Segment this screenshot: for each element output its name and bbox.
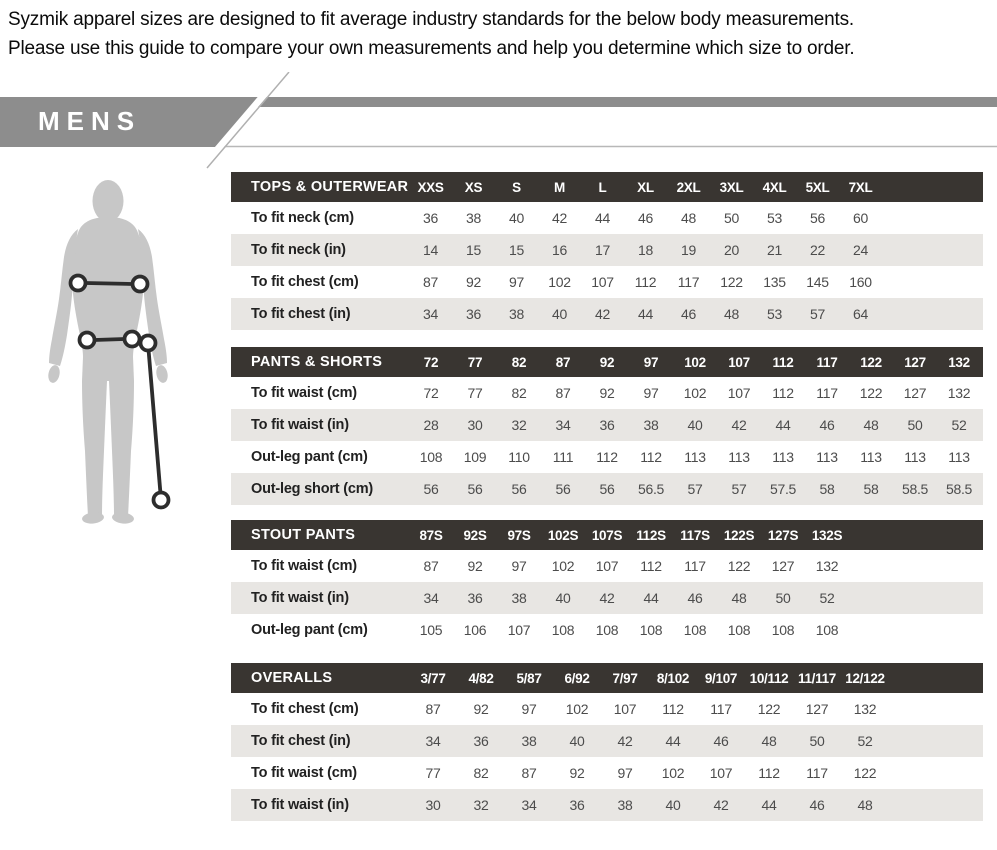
- row-filler: [882, 266, 983, 298]
- table-header-row: [231, 172, 983, 202]
- cell-value: 56: [467, 481, 483, 497]
- cell-value: 102: [661, 765, 685, 781]
- row-label: To fit chest (in): [251, 733, 351, 749]
- table-row: [231, 550, 983, 582]
- cell-value: 42: [595, 306, 610, 322]
- cell-value: 108: [419, 449, 443, 465]
- cell-value: 57.5: [769, 481, 797, 497]
- cell-value: 97: [617, 765, 633, 781]
- cell-value: 107: [507, 622, 531, 638]
- cell-value: 56: [511, 481, 527, 497]
- cell-value: 113: [816, 449, 838, 465]
- cell-value: 108: [639, 622, 663, 638]
- row-label: Out-leg short (cm): [251, 481, 374, 497]
- cell-value: 127: [771, 558, 795, 574]
- row-filler: [889, 789, 983, 821]
- row-label: To fit waist (cm): [251, 765, 357, 781]
- cell-value: 112: [758, 765, 780, 781]
- body-silhouette: [47, 180, 170, 525]
- cell-value: 122: [859, 385, 883, 401]
- cell-value: 48: [761, 733, 777, 749]
- cell-value: 44: [665, 733, 681, 749]
- size-column-header: M: [554, 179, 565, 195]
- size-column-header: 132S: [811, 527, 843, 543]
- size-column-header: 2XL: [676, 179, 701, 195]
- cell-value: 19: [681, 242, 696, 258]
- size-column-header: 132: [948, 354, 970, 370]
- size-column-header: 4XL: [762, 179, 787, 195]
- intro-line-2: Please use this guide to compare your own measurements and help you determine which size to order.: [8, 38, 855, 59]
- cell-value: 102: [565, 701, 589, 717]
- cell-value: 50: [809, 733, 825, 749]
- cell-value: 24: [853, 242, 868, 258]
- row-label: To fit waist (cm): [251, 558, 357, 574]
- table-row: [231, 409, 983, 441]
- cell-value: 113: [772, 449, 794, 465]
- cell-value: 112: [596, 449, 618, 465]
- size-table-stout-pants: [231, 520, 983, 646]
- size-column-header: 9/107: [704, 670, 738, 686]
- cell-value: 92: [466, 274, 481, 290]
- row-label: Out-leg pant (cm): [251, 622, 368, 638]
- size-column-header: 6/92: [564, 670, 590, 686]
- table-row: [231, 441, 983, 473]
- cell-value: 18: [638, 242, 653, 258]
- table-row: [231, 202, 983, 234]
- size-column-header: 97: [643, 354, 659, 370]
- cell-value: 48: [857, 797, 873, 813]
- header-filler: [849, 520, 983, 550]
- cell-value: 60: [853, 210, 868, 226]
- cell-value: 132: [815, 558, 839, 574]
- cell-value: 56.5: [637, 481, 665, 497]
- cell-value: 56: [599, 481, 615, 497]
- cell-value: 117: [816, 385, 838, 401]
- cell-value: 46: [681, 306, 696, 322]
- header-filler: [882, 172, 983, 202]
- cell-value: 127: [903, 385, 927, 401]
- cell-value: 102: [548, 274, 571, 290]
- cell-value: 107: [613, 701, 637, 717]
- cell-value: 113: [860, 449, 882, 465]
- cell-value: 108: [727, 622, 751, 638]
- cell-value: 107: [595, 558, 619, 574]
- size-column-header: 127S: [767, 527, 799, 543]
- cell-value: 117: [684, 558, 706, 574]
- table-row: [231, 266, 983, 298]
- body-measurement-figure: [45, 175, 185, 525]
- cell-value: 34: [425, 733, 441, 749]
- cell-value: 117: [677, 274, 700, 290]
- cell-value: 122: [720, 274, 743, 290]
- cell-value: 36: [569, 797, 585, 813]
- size-column-header: L: [598, 179, 607, 195]
- cell-value: 38: [466, 210, 481, 226]
- cell-value: 113: [684, 449, 706, 465]
- size-tables: [231, 172, 983, 821]
- cell-value: 57: [731, 481, 747, 497]
- cell-value: 42: [617, 733, 633, 749]
- size-column-header: 122S: [723, 527, 755, 543]
- size-table-pants-shorts: [231, 347, 983, 505]
- cell-value: 44: [643, 590, 659, 606]
- row-filler: [889, 725, 983, 757]
- size-column-header: 102S: [547, 527, 579, 543]
- cell-value: 21: [767, 242, 782, 258]
- cell-value: 97: [511, 558, 527, 574]
- row-label: To fit waist (in): [251, 797, 349, 813]
- cell-value: 102: [683, 385, 707, 401]
- size-column-header: 107: [728, 354, 750, 370]
- table-title: TOPS & OUTERWEAR: [251, 179, 409, 195]
- size-column-header: 10/112: [749, 670, 789, 686]
- cell-value: 15: [509, 242, 524, 258]
- size-column-header: 8/102: [656, 670, 690, 686]
- row-filler: [882, 298, 983, 330]
- banner-graphic: [0, 72, 997, 172]
- table-header-row: [231, 663, 983, 693]
- row-filler: [882, 234, 983, 266]
- cell-value: 107: [727, 385, 751, 401]
- cell-value: 117: [710, 701, 732, 717]
- cell-value: 56: [810, 210, 825, 226]
- cell-value: 38: [617, 797, 633, 813]
- table-row: [231, 614, 983, 646]
- cell-value: 44: [595, 210, 610, 226]
- cell-value: 16: [552, 242, 567, 258]
- size-column-header: 72: [423, 354, 439, 370]
- cell-value: 53: [767, 306, 782, 322]
- size-column-header: 5/87: [516, 670, 542, 686]
- size-column-header: 107S: [591, 527, 623, 543]
- cell-value: 44: [761, 797, 777, 813]
- cell-value: 34: [555, 417, 571, 433]
- cell-value: 87: [423, 274, 438, 290]
- cell-value: 32: [473, 797, 489, 813]
- table-row: [231, 757, 983, 789]
- cell-value: 48: [863, 417, 879, 433]
- row-label: To fit neck (in): [251, 242, 346, 258]
- cell-value: 48: [731, 590, 747, 606]
- cell-value: 42: [713, 797, 729, 813]
- cell-value: 32: [511, 417, 527, 433]
- table-row: [231, 377, 983, 409]
- cell-value: 50: [775, 590, 791, 606]
- size-column-header: XXS: [417, 179, 444, 195]
- cell-value: 42: [731, 417, 747, 433]
- table-row: [231, 473, 983, 505]
- cell-value: 36: [599, 417, 615, 433]
- cell-value: 113: [948, 449, 970, 465]
- cell-value: 46: [687, 590, 703, 606]
- size-column-header: 12/122: [845, 670, 885, 686]
- cell-value: 46: [819, 417, 835, 433]
- cell-value: 108: [815, 622, 839, 638]
- cell-value: 112: [640, 558, 662, 574]
- row-label: Out-leg pant (cm): [251, 449, 368, 465]
- cell-value: 34: [423, 306, 438, 322]
- cell-value: 34: [423, 590, 439, 606]
- cell-value: 57: [687, 481, 703, 497]
- cell-value: 22: [810, 242, 825, 258]
- size-column-header: 87: [555, 354, 571, 370]
- cell-value: 38: [521, 733, 537, 749]
- cell-value: 112: [772, 385, 794, 401]
- cell-value: 113: [904, 449, 926, 465]
- cell-value: 34: [521, 797, 537, 813]
- size-column-header: 112S: [636, 527, 666, 543]
- cell-value: 97: [509, 274, 524, 290]
- cell-value: 36: [467, 590, 483, 606]
- row-label: To fit chest (cm): [251, 274, 359, 290]
- size-column-header: 122: [860, 354, 882, 370]
- row-filler: [889, 757, 983, 789]
- cell-value: 108: [551, 622, 575, 638]
- cell-value: 36: [423, 210, 438, 226]
- size-table-overalls: [231, 663, 983, 821]
- row-filler: [981, 409, 983, 441]
- cell-value: 40: [687, 417, 703, 433]
- cell-value: 46: [638, 210, 653, 226]
- size-column-header: 117S: [680, 527, 710, 543]
- cell-value: 53: [767, 210, 782, 226]
- cell-value: 52: [951, 417, 967, 433]
- size-column-header: 92S: [463, 527, 487, 543]
- table-row: [231, 234, 983, 266]
- cell-value: 92: [473, 701, 489, 717]
- cell-value: 122: [757, 701, 781, 717]
- cell-value: 132: [947, 385, 971, 401]
- size-column-header: S: [512, 179, 521, 195]
- cell-value: 87: [555, 385, 571, 401]
- body-silhouette-graphic: [45, 175, 185, 525]
- row-filler: [981, 441, 983, 473]
- intro-text: [8, 5, 854, 63]
- row-label: To fit chest (in): [251, 306, 351, 322]
- cell-value: 132: [853, 701, 877, 717]
- cell-value: 113: [728, 449, 750, 465]
- cell-value: 77: [467, 385, 483, 401]
- cell-value: 107: [591, 274, 614, 290]
- cell-value: 52: [857, 733, 873, 749]
- cell-value: 107: [709, 765, 733, 781]
- cell-value: 40: [552, 306, 567, 322]
- cell-value: 58.5: [945, 481, 973, 497]
- cell-value: 40: [509, 210, 524, 226]
- row-filler: [981, 377, 983, 409]
- table-title: PANTS & SHORTS: [251, 354, 383, 370]
- cell-value: 42: [552, 210, 567, 226]
- row-filler: [849, 582, 983, 614]
- cell-value: 82: [473, 765, 489, 781]
- cell-value: 48: [681, 210, 696, 226]
- size-column-header: 92: [599, 354, 615, 370]
- cell-value: 112: [640, 449, 662, 465]
- size-column-header: 117: [816, 354, 838, 370]
- size-column-header: 82: [511, 354, 527, 370]
- cell-value: 108: [595, 622, 619, 638]
- size-column-header: 112: [772, 354, 794, 370]
- size-column-header: 127: [904, 354, 926, 370]
- cell-value: 38: [509, 306, 524, 322]
- cell-value: 20: [724, 242, 739, 258]
- table-header-row: [231, 347, 983, 377]
- cell-value: 97: [643, 385, 659, 401]
- cell-value: 44: [775, 417, 791, 433]
- cell-value: 64: [853, 306, 868, 322]
- cell-value: 36: [473, 733, 489, 749]
- cell-value: 122: [853, 765, 877, 781]
- row-filler: [849, 550, 983, 582]
- table-row: [231, 298, 983, 330]
- table-header-row: [231, 520, 983, 550]
- cell-value: 46: [713, 733, 729, 749]
- cell-value: 42: [599, 590, 615, 606]
- cell-value: 14: [423, 242, 438, 258]
- cell-value: 40: [555, 590, 571, 606]
- size-column-header: 7XL: [848, 179, 873, 195]
- size-column-header: XL: [637, 179, 654, 195]
- table-title: OVERALLS: [251, 670, 333, 686]
- size-column-header: 97S: [507, 527, 531, 543]
- row-label: To fit chest (cm): [251, 701, 359, 717]
- cell-value: 50: [907, 417, 923, 433]
- section-title: MENS: [38, 106, 142, 136]
- cell-value: 38: [511, 590, 527, 606]
- cell-value: 82: [511, 385, 527, 401]
- table-row: [231, 789, 983, 821]
- cell-value: 135: [763, 274, 786, 290]
- cell-value: 17: [595, 242, 610, 258]
- size-column-header: 3XL: [719, 179, 744, 195]
- cell-value: 87: [423, 558, 439, 574]
- cell-value: 56: [423, 481, 439, 497]
- size-column-header: XS: [464, 179, 483, 195]
- cell-value: 77: [425, 765, 441, 781]
- cell-value: 92: [467, 558, 483, 574]
- size-table-tops-outerwear: [231, 172, 983, 330]
- cell-value: 92: [569, 765, 585, 781]
- table-title: STOUT PANTS: [251, 527, 356, 543]
- size-column-header: 77: [467, 354, 483, 370]
- cell-value: 97: [521, 701, 537, 717]
- cell-value: 112: [634, 274, 657, 290]
- cell-value: 112: [662, 701, 684, 717]
- mens-section-banner: [0, 72, 997, 172]
- cell-value: 56: [555, 481, 571, 497]
- cell-value: 127: [805, 701, 829, 717]
- header-filler: [981, 347, 983, 377]
- table-row: [231, 725, 983, 757]
- cell-value: 40: [665, 797, 681, 813]
- cell-value: 111: [552, 449, 574, 465]
- cell-value: 58: [863, 481, 879, 497]
- cell-value: 109: [463, 449, 487, 465]
- table-row: [231, 582, 983, 614]
- row-filler: [981, 473, 983, 505]
- cell-value: 106: [463, 622, 487, 638]
- cell-value: 108: [771, 622, 795, 638]
- row-label: To fit waist (cm): [251, 385, 357, 401]
- cell-value: 122: [727, 558, 751, 574]
- cell-value: 50: [724, 210, 739, 226]
- row-filler: [889, 693, 983, 725]
- row-filler: [849, 614, 983, 646]
- size-column-header: 5XL: [805, 179, 830, 195]
- cell-value: 102: [551, 558, 575, 574]
- cell-value: 87: [521, 765, 537, 781]
- cell-value: 44: [638, 306, 653, 322]
- table-row: [231, 693, 983, 725]
- cell-value: 92: [599, 385, 615, 401]
- cell-value: 38: [643, 417, 659, 433]
- row-label: To fit neck (cm): [251, 210, 354, 226]
- header-filler: [889, 663, 983, 693]
- cell-value: 48: [724, 306, 739, 322]
- cell-value: 36: [466, 306, 481, 322]
- cell-value: 110: [508, 449, 530, 465]
- size-column-header: 87S: [419, 527, 443, 543]
- cell-value: 28: [423, 417, 439, 433]
- cell-value: 30: [425, 797, 441, 813]
- row-label: To fit waist (in): [251, 417, 349, 433]
- cell-value: 58: [819, 481, 835, 497]
- size-column-header: 4/82: [468, 670, 494, 686]
- size-column-header: 102: [684, 354, 706, 370]
- row-filler: [882, 202, 983, 234]
- row-label: To fit waist (in): [251, 590, 349, 606]
- cell-value: 15: [466, 242, 481, 258]
- cell-value: 52: [819, 590, 835, 606]
- size-column-header: 7/97: [612, 670, 638, 686]
- cell-value: 30: [467, 417, 483, 433]
- cell-value: 117: [806, 765, 828, 781]
- size-column-header: 11/117: [797, 670, 836, 686]
- size-column-header: 3/77: [420, 670, 446, 686]
- cell-value: 46: [809, 797, 825, 813]
- cell-value: 108: [683, 622, 707, 638]
- cell-value: 87: [425, 701, 441, 717]
- cell-value: 105: [419, 622, 443, 638]
- cell-value: 145: [806, 274, 829, 290]
- cell-value: 57: [810, 306, 825, 322]
- cell-value: 58.5: [901, 481, 929, 497]
- intro-line-1: Syzmik apparel sizes are designed to fit average industry standards for the below body measurements.: [8, 9, 855, 30]
- cell-value: 160: [849, 274, 872, 290]
- cell-value: 72: [423, 385, 439, 401]
- cell-value: 40: [569, 733, 585, 749]
